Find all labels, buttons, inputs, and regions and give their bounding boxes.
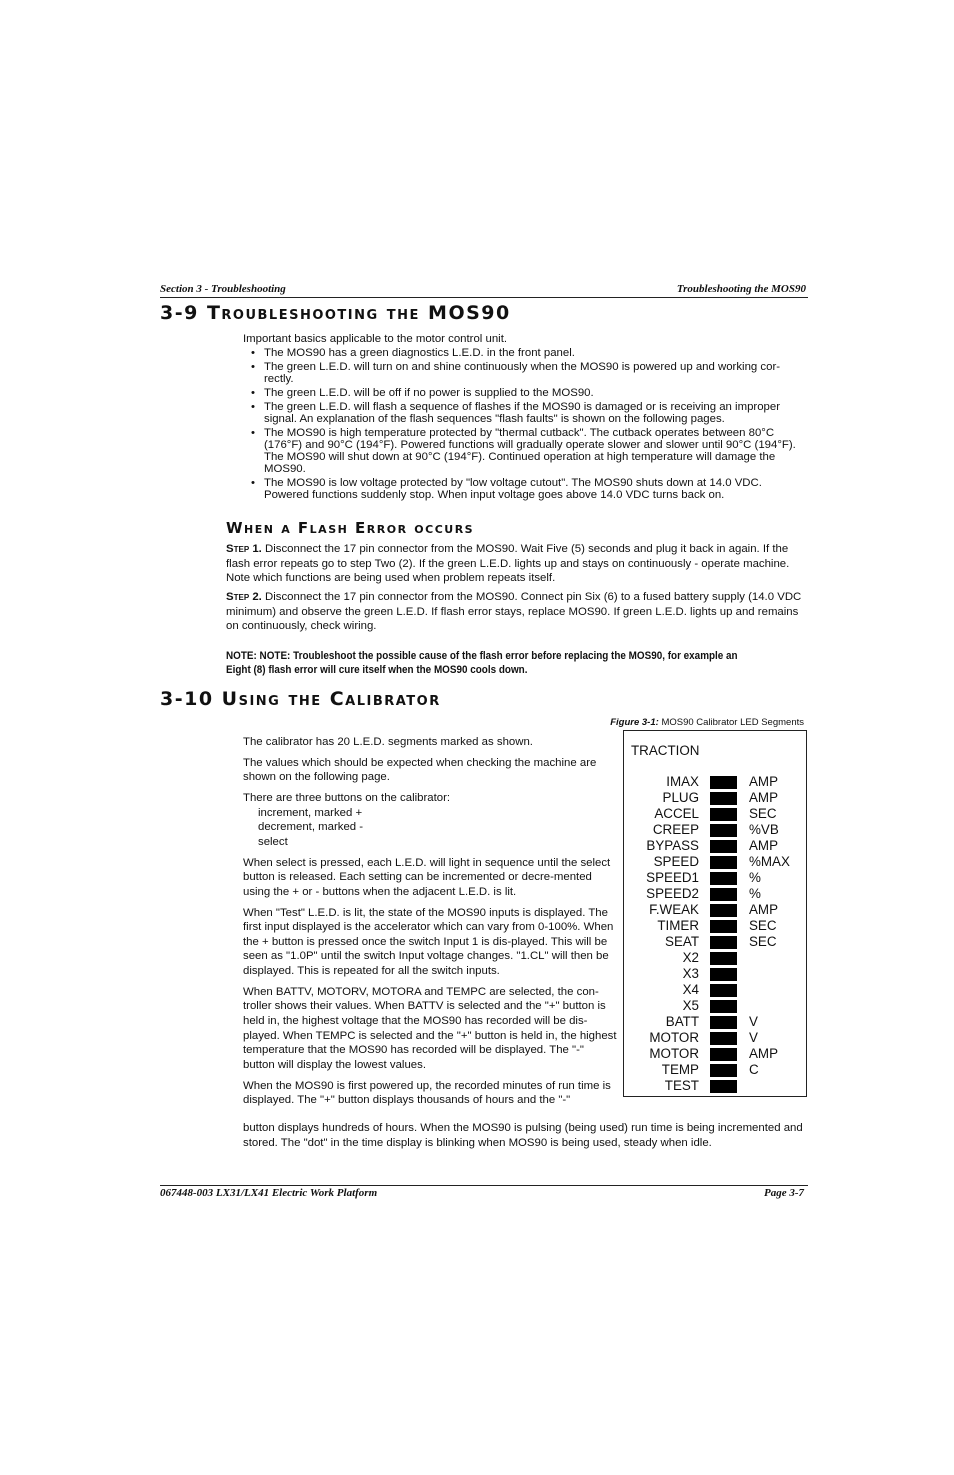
led-segment xyxy=(710,1048,737,1061)
led-label: BYPASS xyxy=(646,838,699,853)
led-row xyxy=(624,886,806,902)
paragraph: The values which should be expected when checking the machine are shown on the following page. xyxy=(243,756,597,784)
led-row xyxy=(624,982,806,998)
led-segment xyxy=(710,808,737,821)
led-label: SPEED1 xyxy=(646,870,699,885)
led-row xyxy=(624,902,806,918)
list-item: • The green L.E.D. will be off if no power is supplied to the MOS90. xyxy=(250,388,808,400)
led-unit: AMP xyxy=(749,902,779,917)
button-list-item: select xyxy=(258,835,288,848)
led-segment xyxy=(710,984,737,997)
figure-caption-text: MOS90 Calibrator LED Segments xyxy=(661,717,804,728)
led-label: PLUG xyxy=(662,790,699,805)
led-unit: % xyxy=(749,886,761,901)
led-label: SPEED2 xyxy=(646,886,699,901)
step-2-text: Disconnect the 17 pin connector from the MOS90. Connect pin Six (6) to a fused battery supply (14.0 VDC minimum) and observe the green L.E.D. If flash error stays, replace MOS90. If green L.E.D. lights up and remains on continuously, check wiring. xyxy=(226,591,802,633)
button-list-item: decrement, marked - xyxy=(258,821,364,834)
led-unit: V xyxy=(749,1030,758,1045)
basics-list xyxy=(250,348,808,504)
led-segment xyxy=(710,936,737,949)
led-unit: AMP xyxy=(749,790,779,805)
led-label: SPEED xyxy=(653,854,699,869)
list-item: • The green L.E.D. will flash a sequence of flashes if the MOS90 is damaged or is receiving an improper signal. An explanation of the flash sequences "flash faults" is shown on the following pages. xyxy=(250,402,808,426)
led-row xyxy=(624,1062,806,1078)
figure-caption xyxy=(560,717,804,728)
led-segment xyxy=(710,872,737,885)
led-segment xyxy=(710,968,737,981)
led-row xyxy=(624,1078,806,1094)
led-segment xyxy=(710,840,737,853)
led-unit: AMP xyxy=(749,838,779,853)
led-row xyxy=(624,934,806,950)
led-label: ACCEL xyxy=(654,806,699,821)
led-row xyxy=(624,1030,806,1046)
led-label: MOTOR xyxy=(649,1046,699,1061)
section-title-3-10: 3-10 Using the Calibrator xyxy=(160,688,441,710)
led-label: TEST xyxy=(664,1078,699,1093)
paragraph: When BATTV, MOTORV, MOTORA and TEMPC are selected, the con-troller shows their values. When BATTV is selected and the "+" button is held in, the highest voltage that the MOS90 has recorded will be dis-played. When TEMPC is selected and the "+" button is held in, the highest temperature that the MOS90 has recorded will be displayed. The "-" button will display the lowest values. xyxy=(243,985,617,1071)
footer-rule xyxy=(160,1185,808,1186)
led-segment xyxy=(710,1032,737,1045)
step-2-label: Step 2. xyxy=(226,591,262,603)
header-right: Troubleshooting the MOS90 xyxy=(676,283,806,295)
led-row xyxy=(624,790,806,806)
list-item: • The MOS90 has a green diagnostics L.E.D. in the front panel. xyxy=(250,348,808,360)
paragraph-continued: button displays hundreds of hours. When the MOS90 is pulsing (being used) run time is being incremented and stored. The "dot" in the time display is blinking when MOS90 is being used, steady when idle. xyxy=(243,1122,803,1149)
paragraph: The calibrator has 20 L.E.D. segments marked as shown. xyxy=(243,736,533,748)
led-unit: %MAX xyxy=(749,854,790,869)
list-item: • The green L.E.D. will turn on and shine continuously when the MOS90 is powered up and working cor-rectly. xyxy=(250,362,808,386)
calibrator-led-figure xyxy=(623,730,807,1097)
led-label: X3 xyxy=(682,966,699,981)
led-unit: %VB xyxy=(749,822,779,837)
led-label: X4 xyxy=(682,982,699,997)
led-unit: V xyxy=(749,1014,758,1029)
calibrator-text-column xyxy=(243,735,617,1108)
led-segment xyxy=(710,1016,737,1029)
led-row xyxy=(624,1046,806,1062)
footer-left: 067448-003 LX31/LX41 Electric Work Platform xyxy=(160,1187,378,1199)
led-row xyxy=(624,822,806,838)
led-unit: SEC xyxy=(749,934,777,949)
list-item: • The MOS90 is low voltage protected by "low voltage cutout". The MOS90 shuts down at 14.0 VDC. Powered functions suddenly stop. When input voltage goes above 14.0 VDC turns back on. xyxy=(250,478,808,502)
led-label: IMAX xyxy=(666,774,699,789)
step-1 xyxy=(226,542,806,586)
led-label: TIMER xyxy=(657,918,699,933)
led-row xyxy=(624,870,806,886)
paragraph: There are three buttons on the calibrator: xyxy=(243,792,451,805)
section-title-3-9: 3-9 Troubleshooting the MOS90 xyxy=(160,302,511,324)
led-segment xyxy=(710,920,737,933)
led-row xyxy=(624,950,806,966)
led-unit: SEC xyxy=(749,918,777,933)
led-label: CREEP xyxy=(652,822,699,837)
led-label: BATT xyxy=(665,1014,699,1029)
led-unit: AMP xyxy=(749,1046,779,1061)
led-segment xyxy=(710,1080,737,1093)
paragraph: When select is pressed, each L.E.D. will light in sequence until the select button is released. Each setting can be incremented or decre-mented using the + or - buttons when the adjacent L.E.D. is lit. xyxy=(243,856,611,898)
led-row xyxy=(624,806,806,822)
led-row xyxy=(624,854,806,870)
footer-right: Page 3-7 xyxy=(763,1187,804,1199)
calibrator-heading: TRACTION xyxy=(631,743,700,758)
button-list-item: increment, marked + xyxy=(258,806,363,819)
led-row xyxy=(624,966,806,982)
led-segment xyxy=(710,776,737,789)
list-item: • The MOS90 is high temperature protected by "thermal cutback". The cutback operates between 80°C (176°F) and 90°C (194°F). Powered functions will gradually operate slower and slower until 90°C (194°F). The MOS90 will shut down at 90°C (194°F). Continued operation at high temperature will damage the MOS90. xyxy=(250,428,808,475)
note-text: NOTE: NOTE: Troubleshoot the possible cause of the flash error before replacing the MOS90, for example an Eight (8) flash error will cure itself when the MOS90 cools down. xyxy=(226,650,738,676)
paragraph: When the MOS90 is first powered up, the recorded minutes of run time is displayed. The "+" button displays thousands of hours and the "-" xyxy=(243,1079,611,1107)
led-segment xyxy=(710,904,737,917)
subsection-title: When a Flash Error occurs xyxy=(226,519,475,537)
led-segment xyxy=(710,888,737,901)
led-unit: AMP xyxy=(749,774,779,789)
led-label: MOTOR xyxy=(649,1030,699,1045)
led-label: TEMP xyxy=(661,1062,699,1077)
led-unit: C xyxy=(749,1062,759,1077)
section-intro: Important basics applicable to the motor control unit. xyxy=(243,333,508,345)
led-row xyxy=(624,998,806,1014)
paragraph: When "Test" L.E.D. is lit, the state of the MOS90 inputs is displayed. The first input displayed is the accelerator which can vary from 0-100%. When the + button is pressed once the switch Input 1 is dis-played. This will be seen as "1.0P" until the switch Input voltage changes. "1.CL" will then be displayed. This is repeated for all the switch inputs. xyxy=(243,906,614,978)
led-label: X5 xyxy=(682,998,699,1013)
led-segment xyxy=(710,856,737,869)
led-label: X2 xyxy=(682,950,699,965)
led-row xyxy=(624,774,806,790)
led-segment xyxy=(710,952,737,965)
led-label: SEAT xyxy=(665,934,699,949)
step-2 xyxy=(226,590,806,634)
led-row xyxy=(624,838,806,854)
led-label: F.WEAK xyxy=(649,902,699,917)
header-rule xyxy=(160,297,808,298)
header-left: Section 3 - Troubleshooting xyxy=(160,283,286,295)
step-1-text: Disconnect the 17 pin connector from the MOS90. Wait Five (5) seconds and plug it back in again. If the flash error repeats go to step Two (2). If the green L.E.D. lights up and stays on continuously - operate machine. Note which functions are being used when problem repeats itself. xyxy=(226,543,790,585)
step-1-label: Step 1. xyxy=(226,543,262,555)
led-segment xyxy=(710,1000,737,1013)
led-unit: % xyxy=(749,870,761,885)
led-segment xyxy=(710,792,737,805)
led-unit: SEC xyxy=(749,806,777,821)
led-segment xyxy=(710,1064,737,1077)
led-segment xyxy=(710,824,737,837)
led-row xyxy=(624,918,806,934)
led-row xyxy=(624,1014,806,1030)
figure-label: Figure 3-1: xyxy=(610,717,659,728)
